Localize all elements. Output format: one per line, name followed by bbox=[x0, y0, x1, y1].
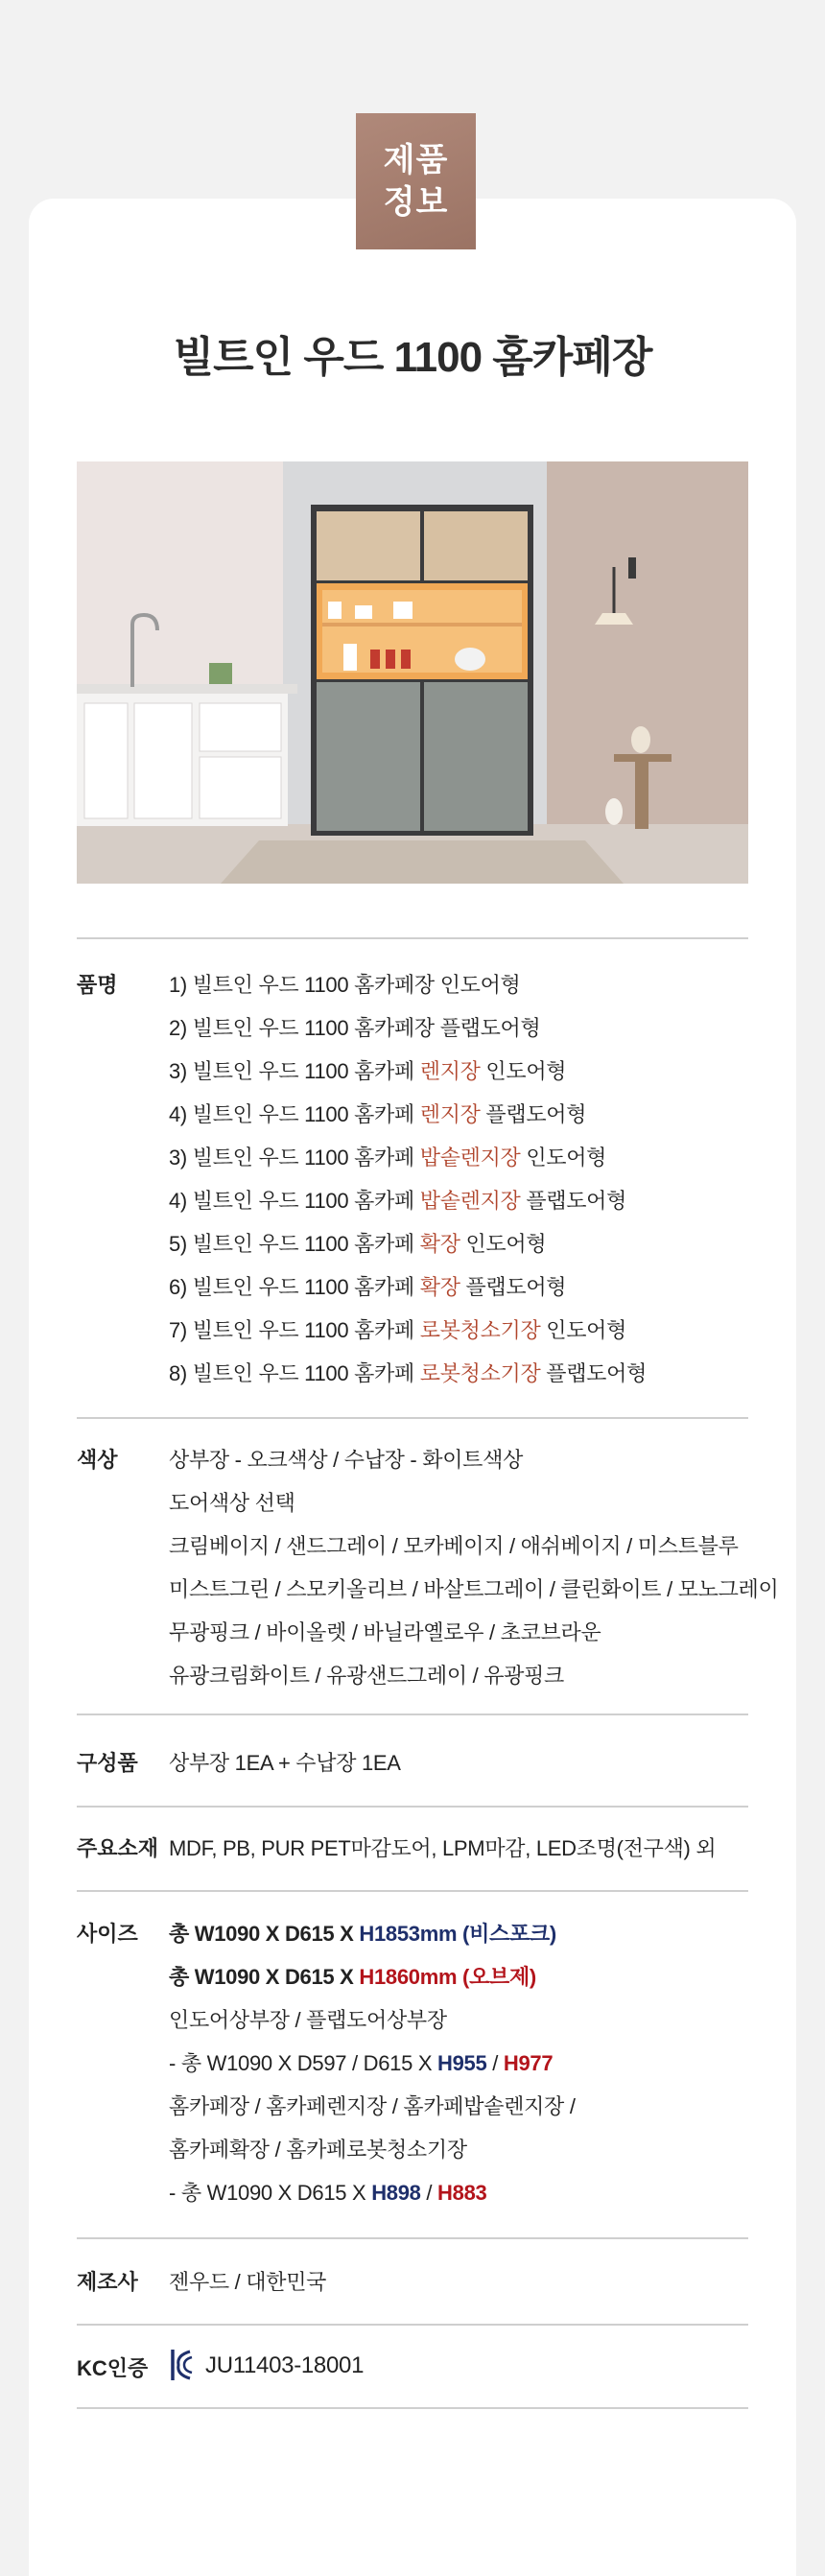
name-item-text: 2) 빌트인 우드 1100 홈카페장 플랩도어형 bbox=[169, 1016, 541, 1040]
divider-size bbox=[77, 2237, 748, 2239]
name-item bbox=[169, 1228, 546, 1258]
size-line-4-sep: / bbox=[486, 2051, 504, 2075]
name-item-suffix: 인도어형 bbox=[460, 1232, 547, 1256]
name-item-suffix: 플랩도어형 bbox=[460, 1275, 567, 1299]
name-item-text: 8) 빌트인 우드 1100 홈카페 bbox=[169, 1361, 420, 1385]
badge-line-2: 정보 bbox=[383, 184, 449, 221]
size-line-1-text: 총 W1090 X D615 X bbox=[169, 1922, 360, 1946]
name-item-suffix: 플랩도어형 bbox=[540, 1361, 648, 1385]
name-item-text: 4) 빌트인 우드 1100 홈카페 bbox=[169, 1102, 420, 1126]
divider-name bbox=[77, 1417, 748, 1419]
name-item bbox=[169, 1055, 566, 1085]
color-line: 무광핑크 / 바이올렛 / 바닐라옐로우 / 초코브라운 bbox=[169, 1620, 601, 1644]
name-label: 품명 bbox=[77, 973, 118, 997]
name-item-suffix: 플랩도어형 bbox=[520, 1189, 627, 1213]
name-item-highlight: 로봇청소기장 bbox=[419, 1318, 541, 1342]
size-line-5: 홈카페장 / 홈카페렌지장 / 홈카페밥솥렌지장 / bbox=[169, 2094, 576, 2118]
name-item-text: 3) 빌트인 우드 1100 홈카페 bbox=[169, 1146, 420, 1170]
name-item-text: 3) 빌트인 우드 1100 홈카페 bbox=[169, 1059, 420, 1083]
color-line: 미스트그린 / 스모키올리브 / 바살트그레이 / 클린화이트 / 모노그레이 bbox=[169, 1577, 779, 1601]
divider-color bbox=[77, 1713, 748, 1715]
size-line-4 bbox=[169, 2047, 553, 2077]
color-line: 도어색상 선택 bbox=[169, 1491, 295, 1515]
size-line-7-navy: H898 bbox=[371, 2181, 421, 2205]
product-info-badge bbox=[356, 113, 476, 249]
size-line-7 bbox=[169, 2177, 486, 2207]
size-line-7-sep: / bbox=[420, 2181, 438, 2205]
name-item bbox=[169, 1142, 606, 1171]
name-item bbox=[169, 969, 521, 999]
size-line-4-text: - 총 W1090 X D597 / D615 X bbox=[169, 2051, 438, 2075]
name-item-text: 6) 빌트인 우드 1100 홈카페 bbox=[169, 1275, 420, 1299]
divider-material bbox=[77, 1890, 748, 1892]
name-item-highlight: 확장 bbox=[419, 1232, 460, 1256]
color-label: 색상 bbox=[77, 1448, 118, 1472]
size-line-2-height: H1860mm (오브제) bbox=[359, 1965, 536, 1989]
size-line-4-red: H977 bbox=[503, 2051, 554, 2075]
name-item-text: 4) 빌트인 우드 1100 홈카페 bbox=[169, 1189, 420, 1213]
divider-components bbox=[77, 1806, 748, 1808]
name-item-highlight: 밥솥렌지장 bbox=[419, 1146, 521, 1170]
maker-label: 제조사 bbox=[77, 2270, 138, 2294]
divider-top bbox=[77, 937, 748, 939]
size-line-7-red: H883 bbox=[437, 2181, 487, 2205]
badge-line-1: 제품 bbox=[383, 142, 449, 178]
name-item-highlight: 로봇청소기장 bbox=[419, 1361, 541, 1385]
name-item-highlight: 확장 bbox=[419, 1275, 460, 1299]
name-item-suffix: 인도어형 bbox=[480, 1059, 567, 1083]
name-item-suffix: 인도어형 bbox=[540, 1318, 627, 1342]
name-item-highlight: 밥솥렌지장 bbox=[419, 1189, 521, 1213]
name-item-text: 5) 빌트인 우드 1100 홈카페 bbox=[169, 1232, 420, 1256]
size-line-1-height: H1853mm (비스포크) bbox=[359, 1922, 556, 1946]
size-label: 사이즈 bbox=[77, 1922, 138, 1946]
name-item-highlight: 렌지장 bbox=[419, 1059, 481, 1083]
name-item bbox=[169, 1099, 586, 1128]
color-line: 유광크림화이트 / 유광샌드그레이 / 유광핑크 bbox=[169, 1664, 565, 1688]
name-item-text: 7) 빌트인 우드 1100 홈카페 bbox=[169, 1318, 420, 1342]
name-item bbox=[169, 1358, 647, 1387]
kc-value: JU11403-18001 bbox=[205, 2352, 365, 2378]
name-item-highlight: 렌지장 bbox=[419, 1102, 481, 1126]
size-line-6: 홈카페확장 / 홈카페로봇청소기장 bbox=[169, 2138, 467, 2162]
size-line-7-text: - 총 W1090 X D615 X bbox=[169, 2181, 372, 2205]
size-line-1 bbox=[169, 1918, 556, 1948]
name-item bbox=[169, 1185, 626, 1215]
name-item-suffix: 인도어형 bbox=[520, 1146, 607, 1170]
components-label: 구성품 bbox=[77, 1751, 138, 1775]
name-item-text: 1) 빌트인 우드 1100 홈카페장 인도어형 bbox=[169, 973, 521, 997]
color-line: 상부장 - 오크색상 / 수납장 - 화이트색상 bbox=[169, 1448, 524, 1472]
name-item bbox=[169, 1271, 566, 1301]
color-line: 크림베이지 / 샌드그레이 / 모카베이지 / 애쉬베이지 / 미스트블루 bbox=[169, 1534, 739, 1558]
size-line-4-navy: H955 bbox=[437, 2051, 487, 2075]
components-value: 상부장 1EA + 수납장 1EA bbox=[169, 1751, 401, 1775]
divider-kc bbox=[77, 2407, 748, 2409]
kc-label: KC인증 bbox=[77, 2356, 149, 2380]
material-label: 주요소재 bbox=[77, 1836, 159, 1860]
name-item bbox=[169, 1314, 626, 1344]
product-title: 빌트인 우드 1100 홈카페장 bbox=[173, 334, 652, 381]
name-item-suffix: 플랩도어형 bbox=[480, 1102, 587, 1126]
kc-mark-icon bbox=[169, 2346, 196, 2384]
divider-maker bbox=[77, 2324, 748, 2326]
product-photo bbox=[77, 461, 748, 884]
maker-value: 젠우드 / 대한민국 bbox=[169, 2270, 327, 2294]
name-item bbox=[169, 1012, 540, 1042]
size-line-2-text: 총 W1090 X D615 X bbox=[169, 1965, 360, 1989]
size-line-3: 인도어상부장 / 플랩도어상부장 bbox=[169, 2008, 447, 2032]
size-line-2 bbox=[169, 1961, 536, 1991]
material-value: MDF, PB, PUR PET마감도어, LPM마감, LED조명(전구색) 외 bbox=[169, 1836, 717, 1860]
